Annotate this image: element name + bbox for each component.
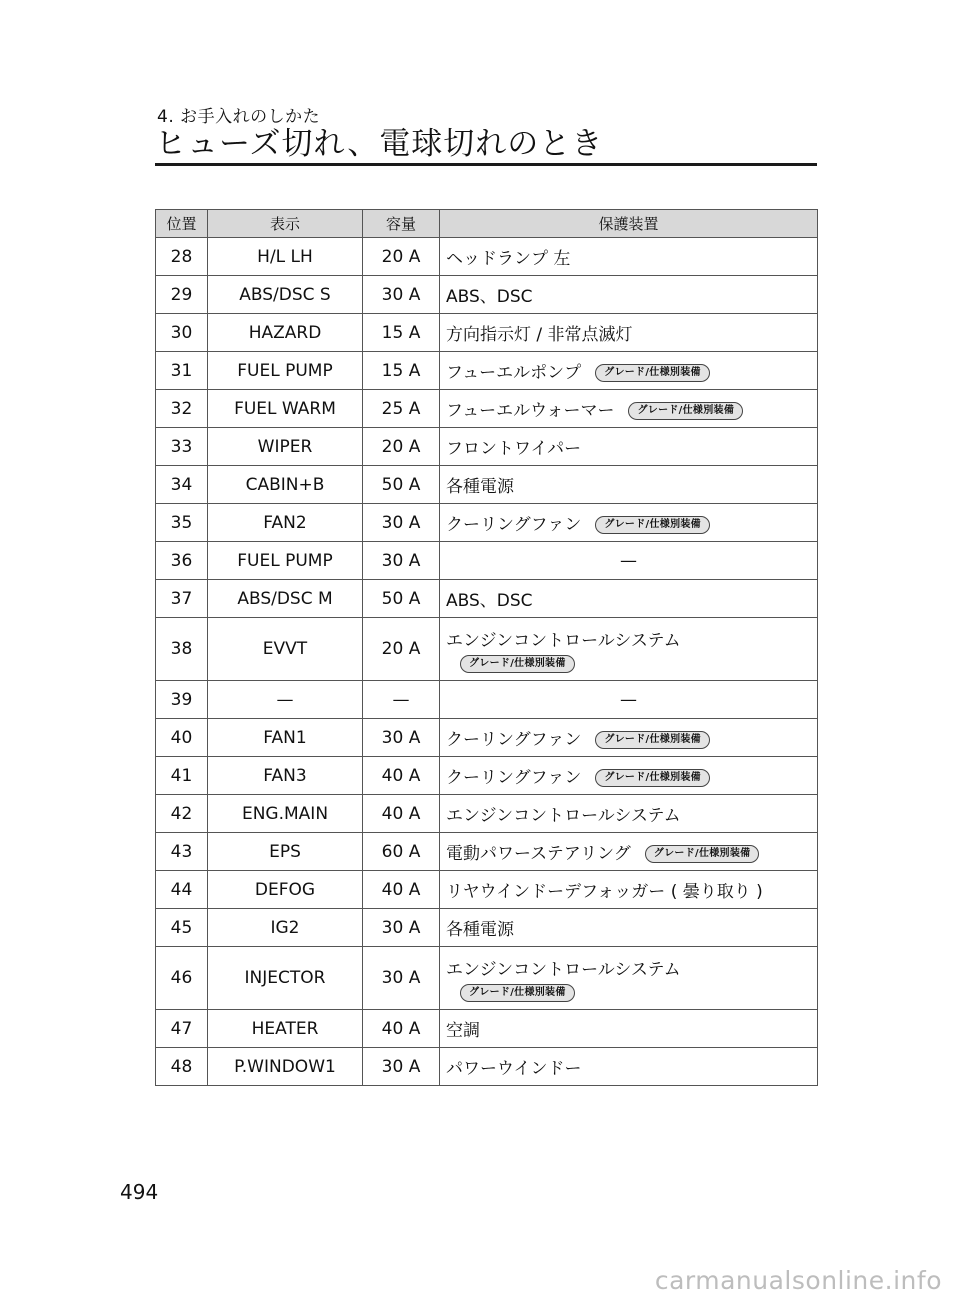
- fuse-position: 29: [156, 276, 208, 314]
- fuse-protected-device: [440, 428, 818, 466]
- fuse-label: ABS/DSC M: [208, 580, 363, 618]
- fuse-capacity: 30 A: [363, 1048, 440, 1086]
- fuse-capacity: 15 A: [363, 314, 440, 352]
- table-row: [156, 909, 818, 947]
- fuse-label: IG2: [208, 909, 363, 947]
- table-row: [156, 314, 818, 352]
- fuse-table-body: [156, 238, 818, 1086]
- fuse-position: 42: [156, 795, 208, 833]
- fuse-protected-device: [440, 947, 818, 1010]
- fuse-protected-device: [440, 871, 818, 909]
- fuse-position: 43: [156, 833, 208, 871]
- fuse-capacity: 20 A: [363, 238, 440, 276]
- fuse-capacity: 40 A: [363, 795, 440, 833]
- device-text: クーリングファン: [446, 515, 582, 535]
- fuse-position: 30: [156, 314, 208, 352]
- fuse-protected-device: [440, 504, 818, 542]
- device-text: エンジンコントロールシステム: [446, 806, 681, 826]
- fuse-label: ABS/DSC S: [208, 276, 363, 314]
- table-row: [156, 757, 818, 795]
- grade-spec-badge: グレード/仕様別装備: [595, 731, 710, 749]
- column-header-capacity: 容量: [363, 210, 440, 238]
- table-row: [156, 618, 818, 681]
- fuse-label: INJECTOR: [208, 947, 363, 1010]
- grade-spec-badge: グレード/仕様別装備: [645, 845, 760, 863]
- fuse-position: 48: [156, 1048, 208, 1086]
- fuse-label: WIPER: [208, 428, 363, 466]
- table-header-row: [156, 210, 818, 238]
- fuse-label: DEFOG: [208, 871, 363, 909]
- fuse-position: 38: [156, 618, 208, 681]
- fuse-label: FAN3: [208, 757, 363, 795]
- table-row: [156, 276, 818, 314]
- column-header-protected-device: 保護装置: [440, 210, 818, 238]
- fuse-protected-device: [440, 390, 818, 428]
- fuse-protected-device: [440, 314, 818, 352]
- table-row: [156, 504, 818, 542]
- fuse-position: 46: [156, 947, 208, 1010]
- section-heading: 4. お手入れのしかた: [157, 107, 321, 127]
- fuse-label: FAN1: [208, 719, 363, 757]
- device-text: 空調: [446, 1021, 480, 1041]
- fuse-label: P.WINDOW1: [208, 1048, 363, 1086]
- fuse-position: 35: [156, 504, 208, 542]
- device-text: 各種電源: [446, 920, 514, 940]
- fuse-protected-device: [440, 909, 818, 947]
- fuse-capacity: —: [363, 681, 440, 719]
- fuse-label: FUEL PUMP: [208, 352, 363, 390]
- table-row: [156, 1048, 818, 1086]
- grade-spec-badge: グレード/仕様別装備: [595, 516, 710, 534]
- device-text: パワーウインドー: [446, 1059, 582, 1079]
- device-text: フューエルポンプ: [446, 363, 582, 383]
- fuse-capacity: 30 A: [363, 909, 440, 947]
- device-text: —: [620, 550, 637, 571]
- watermark: carmanualsonline.info: [654, 1266, 942, 1295]
- page-number: 494: [120, 1180, 159, 1204]
- fuse-label: FAN2: [208, 504, 363, 542]
- fuse-protected-device: [440, 719, 818, 757]
- fuse-position: 31: [156, 352, 208, 390]
- grade-spec-badge: グレード/仕様別装備: [460, 984, 575, 1002]
- fuse-position: 28: [156, 238, 208, 276]
- fuse-capacity: 30 A: [363, 947, 440, 1010]
- fuse-position: 39: [156, 681, 208, 719]
- fuse-protected-device: [440, 757, 818, 795]
- fuse-label: FUEL PUMP: [208, 542, 363, 580]
- table-row: [156, 238, 818, 276]
- fuse-capacity: 30 A: [363, 719, 440, 757]
- fuse-capacity: 15 A: [363, 352, 440, 390]
- fuse-table: [155, 209, 818, 1086]
- device-text: 各種電源: [446, 477, 514, 497]
- fuse-label: ENG.MAIN: [208, 795, 363, 833]
- fuse-position: 40: [156, 719, 208, 757]
- fuse-protected-device: [440, 795, 818, 833]
- table-row: [156, 466, 818, 504]
- table-row: [156, 428, 818, 466]
- device-text: リヤウインドーデフォッガー ( 曇り取り ): [446, 882, 763, 902]
- table-row: [156, 719, 818, 757]
- fuse-capacity: 50 A: [363, 580, 440, 618]
- fuse-position: 47: [156, 1010, 208, 1048]
- table-row: [156, 947, 818, 1010]
- fuse-protected-device: [440, 352, 818, 390]
- device-text: フューエルウォーマー: [446, 401, 615, 421]
- fuse-protected-device: [440, 466, 818, 504]
- table-row: [156, 390, 818, 428]
- fuse-label: FUEL WARM: [208, 390, 363, 428]
- table-row: [156, 795, 818, 833]
- fuse-position: 44: [156, 871, 208, 909]
- fuse-protected-device: [440, 618, 818, 681]
- device-text: クーリングファン: [446, 768, 582, 788]
- fuse-capacity: 30 A: [363, 542, 440, 580]
- table-row: [156, 352, 818, 390]
- fuse-position: 37: [156, 580, 208, 618]
- fuse-label: H/L LH: [208, 238, 363, 276]
- fuse-protected-device: [440, 681, 818, 719]
- fuse-protected-device: [440, 1010, 818, 1048]
- grade-spec-badge: グレード/仕様別装備: [628, 402, 743, 420]
- device-text: 電動パワーステアリング: [446, 844, 631, 864]
- table-row: [156, 871, 818, 909]
- fuse-capacity: 50 A: [363, 466, 440, 504]
- fuse-capacity: 40 A: [363, 871, 440, 909]
- fuse-label: —: [208, 681, 363, 719]
- fuse-protected-device: [440, 238, 818, 276]
- fuse-capacity: 40 A: [363, 1010, 440, 1048]
- fuse-label: EPS: [208, 833, 363, 871]
- device-text: ABS、DSC: [446, 287, 533, 307]
- fuse-position: 41: [156, 757, 208, 795]
- fuse-capacity: 30 A: [363, 504, 440, 542]
- grade-spec-badge: グレード/仕様別装備: [595, 769, 710, 787]
- fuse-capacity: 20 A: [363, 428, 440, 466]
- fuse-capacity: 25 A: [363, 390, 440, 428]
- fuse-capacity: 60 A: [363, 833, 440, 871]
- fuse-position: 36: [156, 542, 208, 580]
- device-text: ABS、DSC: [446, 591, 533, 611]
- fuse-position: 45: [156, 909, 208, 947]
- device-text: ヘッドランプ 左: [446, 249, 571, 269]
- page-title: ヒューズ切れ、電球切れのとき: [155, 126, 604, 162]
- fuse-protected-device: [440, 542, 818, 580]
- device-text: エンジンコントロールシステム: [446, 630, 681, 651]
- device-text: 方向指示灯 / 非常点滅灯: [446, 325, 633, 345]
- fuse-label: EVVT: [208, 618, 363, 681]
- device-text: エンジンコントロールシステム: [446, 959, 681, 980]
- grade-spec-badge: グレード/仕様別装備: [460, 655, 575, 673]
- grade-spec-badge: グレード/仕様別装備: [595, 364, 710, 382]
- column-header-label: 表示: [208, 210, 363, 238]
- column-header-position: 位置: [156, 210, 208, 238]
- device-text: フロントワイパー: [446, 439, 582, 459]
- fuse-capacity: 20 A: [363, 618, 440, 681]
- title-divider: [155, 163, 817, 166]
- fuse-position: 34: [156, 466, 208, 504]
- fuse-protected-device: [440, 833, 818, 871]
- fuse-capacity: 40 A: [363, 757, 440, 795]
- table-row: [156, 580, 818, 618]
- device-text: —: [620, 689, 637, 710]
- table-row: [156, 681, 818, 719]
- fuse-capacity: 30 A: [363, 276, 440, 314]
- fuse-protected-device: [440, 276, 818, 314]
- fuse-label: HEATER: [208, 1010, 363, 1048]
- table-row: [156, 833, 818, 871]
- fuse-label: HAZARD: [208, 314, 363, 352]
- fuse-protected-device: [440, 580, 818, 618]
- fuse-protected-device: [440, 1048, 818, 1086]
- device-text: クーリングファン: [446, 730, 582, 750]
- fuse-position: 32: [156, 390, 208, 428]
- table-row: [156, 1010, 818, 1048]
- fuse-label: CABIN+B: [208, 466, 363, 504]
- table-row: [156, 542, 818, 580]
- fuse-position: 33: [156, 428, 208, 466]
